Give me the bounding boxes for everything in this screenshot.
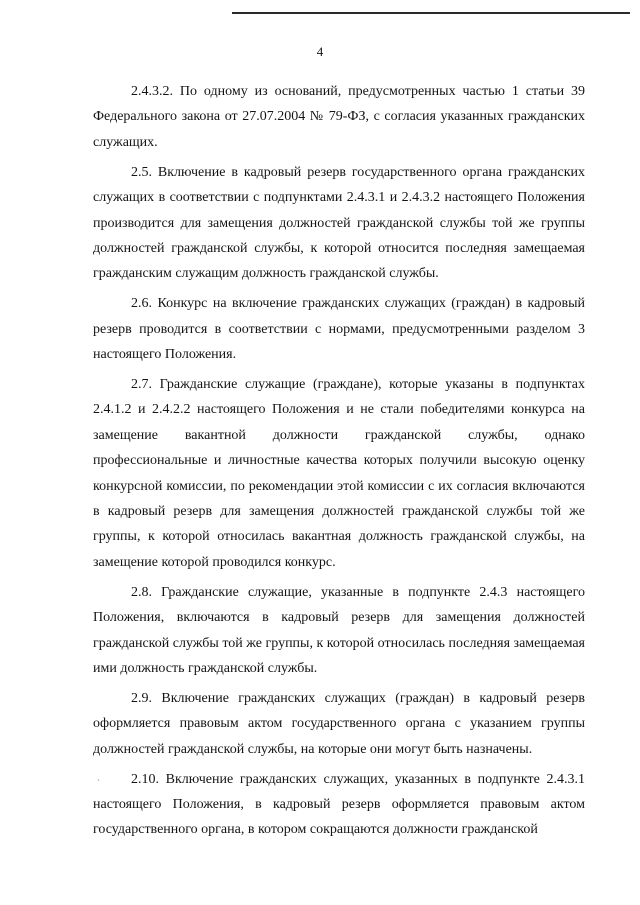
paragraph-2-6: 2.6. Конкурс на включение гражданских служащих (граждан) в кадровый резерв проводится в соответствии с нормами, предусмотренными разделом 3 настоящего Положения. — [93, 296, 585, 363]
paragraph-2-8: 2.8. Гражданские служащие, указанные в подпункте 2.4.3 настоящего Положения, включаются в кадровый резерв для замещения должностей гражданской службы той же группы, к которой относилась последняя замещаемая ими должность гражданской службы. — [93, 584, 585, 676]
margin-mark: ` — [97, 778, 100, 788]
top-rule — [232, 12, 630, 14]
paragraph-2-10: 2.10. Включение гражданских служащих, указанных в подпункте 2.4.3.1 настоящего Положения, в кадровый резерв оформляется правовым актом государственного органа, в котором сокращаются должности гражданской — [93, 771, 585, 838]
document-body — [93, 79, 585, 843]
paragraph-2-7: 2.7. Гражданские служащие (граждане), которые указаны в подпунктах 2.4.1.2 и 2.4.2.2 настоящего Положения и не стали победителями конкурса на замещение вакантной должности гражданской службы, однако профессиональные и личностные качества которых получили высокую оценку конкурсной комиссии, по рекомендации этой комиссии с их согласия включаются в кадровый резерв для замещения должностей гражданской службы той же группы, к которой относилась вакантная должность гражданской службы, на замещение которой проводился конкурс. — [93, 376, 585, 570]
page-number: 4 — [316, 44, 324, 59]
paragraph-2-5: 2.5. Включение в кадровый резерв государственного органа гражданских служащих в соответствии с подпунктами 2.4.3.1 и 2.4.3.2 настоящего Положения производится для замещения должностей гражданской службы той же группы должностей гражданской службы, к которой относится последняя замещаемая гражданским служащим должность гражданской службы. — [93, 164, 585, 282]
paragraph-2-9: 2.9. Включение гражданских служащих (граждан) в кадровый резерв оформляется правовым актом государственного органа с указанием группы должностей гражданской службы, на которые они могут быть назначены. — [93, 690, 585, 757]
paragraph-2-4-3-2: 2.4.3.2. По одному из оснований, предусмотренных частью 1 статьи 39 Федерального закона от 27.07.2004 № 79-ФЗ, с согласия указанных гражданских служащих. — [93, 84, 585, 150]
